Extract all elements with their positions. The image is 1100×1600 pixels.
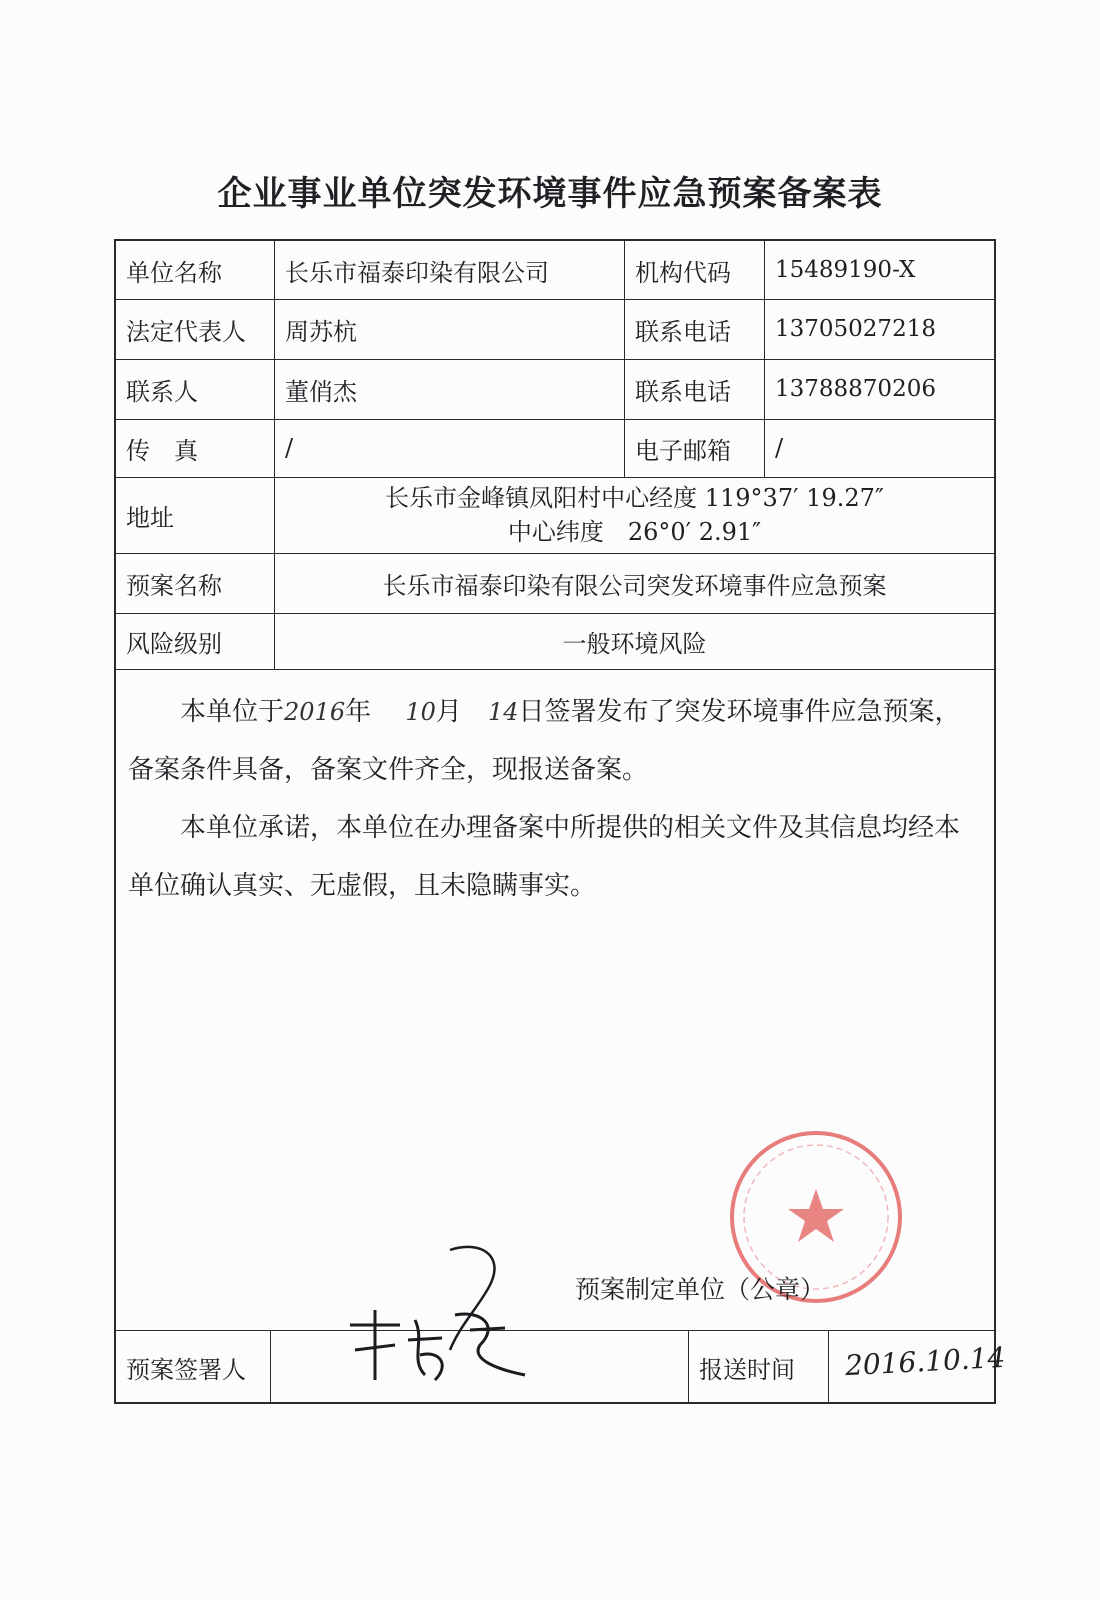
seal-unit-label: 预案制定单位（公章） — [575, 1275, 826, 1304]
label-email: 电子邮箱 — [624, 419, 764, 477]
address-line-1: 长乐市金峰镇凤阳村中心经度 119°37′ 19.27″ — [385, 484, 884, 512]
value-address — [274, 477, 994, 553]
handwritten-month: 10 — [405, 698, 436, 726]
label-risk-level: 风险级别 — [126, 629, 222, 658]
value-phone-1: 13705027218 — [764, 299, 994, 359]
row-legal-rep — [116, 299, 994, 360]
row-unit-name — [116, 241, 994, 300]
form-title: 企业事业单位突发环境事件应急预案备案表 — [217, 174, 883, 214]
value-org-code: 15489190-X — [764, 241, 994, 299]
label-unit-name: 单位名称 — [126, 258, 222, 287]
label-fax: 传 真 — [126, 436, 198, 465]
row-address — [116, 477, 994, 554]
handwritten-year: 2016 — [284, 698, 346, 726]
statement-paragraph-2: 本单位承诺，本单位在办理备案中所提供的相关文件及其信息均经本 — [180, 813, 961, 843]
row-plan-name — [116, 553, 994, 614]
label-submit-time: 报送时间 — [688, 1331, 828, 1403]
label-phone-2: 联系电话 — [624, 359, 764, 419]
row-fax — [116, 419, 994, 478]
label-phone-1: 联系电话 — [624, 299, 764, 359]
label-org-code: 机构代码 — [624, 241, 764, 299]
statement-prefix: 本单位于 — [180, 697, 285, 727]
handwritten-signature — [330, 1230, 570, 1400]
handwritten-day: 14 — [487, 698, 519, 726]
handwritten-submit-date: 2016.10.14 — [844, 1340, 1007, 1383]
value-phone-2: 13788870206 — [764, 359, 994, 419]
value-fax: / — [274, 419, 624, 477]
label-legal-rep: 法定代表人 — [126, 317, 246, 346]
label-signer: 预案签署人 — [126, 1355, 246, 1384]
statement-suffix: 日签署发布了突发环境事件应急预案， — [518, 697, 961, 727]
row-risk-level — [116, 613, 994, 670]
label-plan-name: 预案名称 — [126, 571, 222, 600]
value-contact: 董俏杰 — [274, 359, 624, 419]
row-contact — [116, 359, 994, 420]
statement-paragraph-2-line-2: 单位确认真实、无虚假，且未隐瞒事实。 — [128, 871, 597, 901]
statement-paragraph-1 — [128, 683, 984, 741]
value-plan-name: 长乐市福泰印染有限公司突发环境事件应急预案 — [274, 553, 994, 613]
label-address: 地址 — [126, 503, 174, 532]
month-unit: 月 — [435, 697, 462, 727]
statement-line-2: 备案条件具备，备案文件齐全，现报送备案。 — [128, 755, 649, 785]
value-risk-level: 一般环境风险 — [274, 613, 994, 669]
value-unit-name: 长乐市福泰印染有限公司 — [274, 241, 624, 299]
address-line-2: 中心纬度 26°0′ 2.91″ — [507, 518, 762, 546]
statement-body — [128, 683, 984, 915]
value-email: / — [764, 419, 994, 477]
year-unit: 年 — [345, 697, 372, 727]
value-legal-rep: 周苏杭 — [274, 299, 624, 359]
label-contact: 联系人 — [126, 377, 198, 406]
